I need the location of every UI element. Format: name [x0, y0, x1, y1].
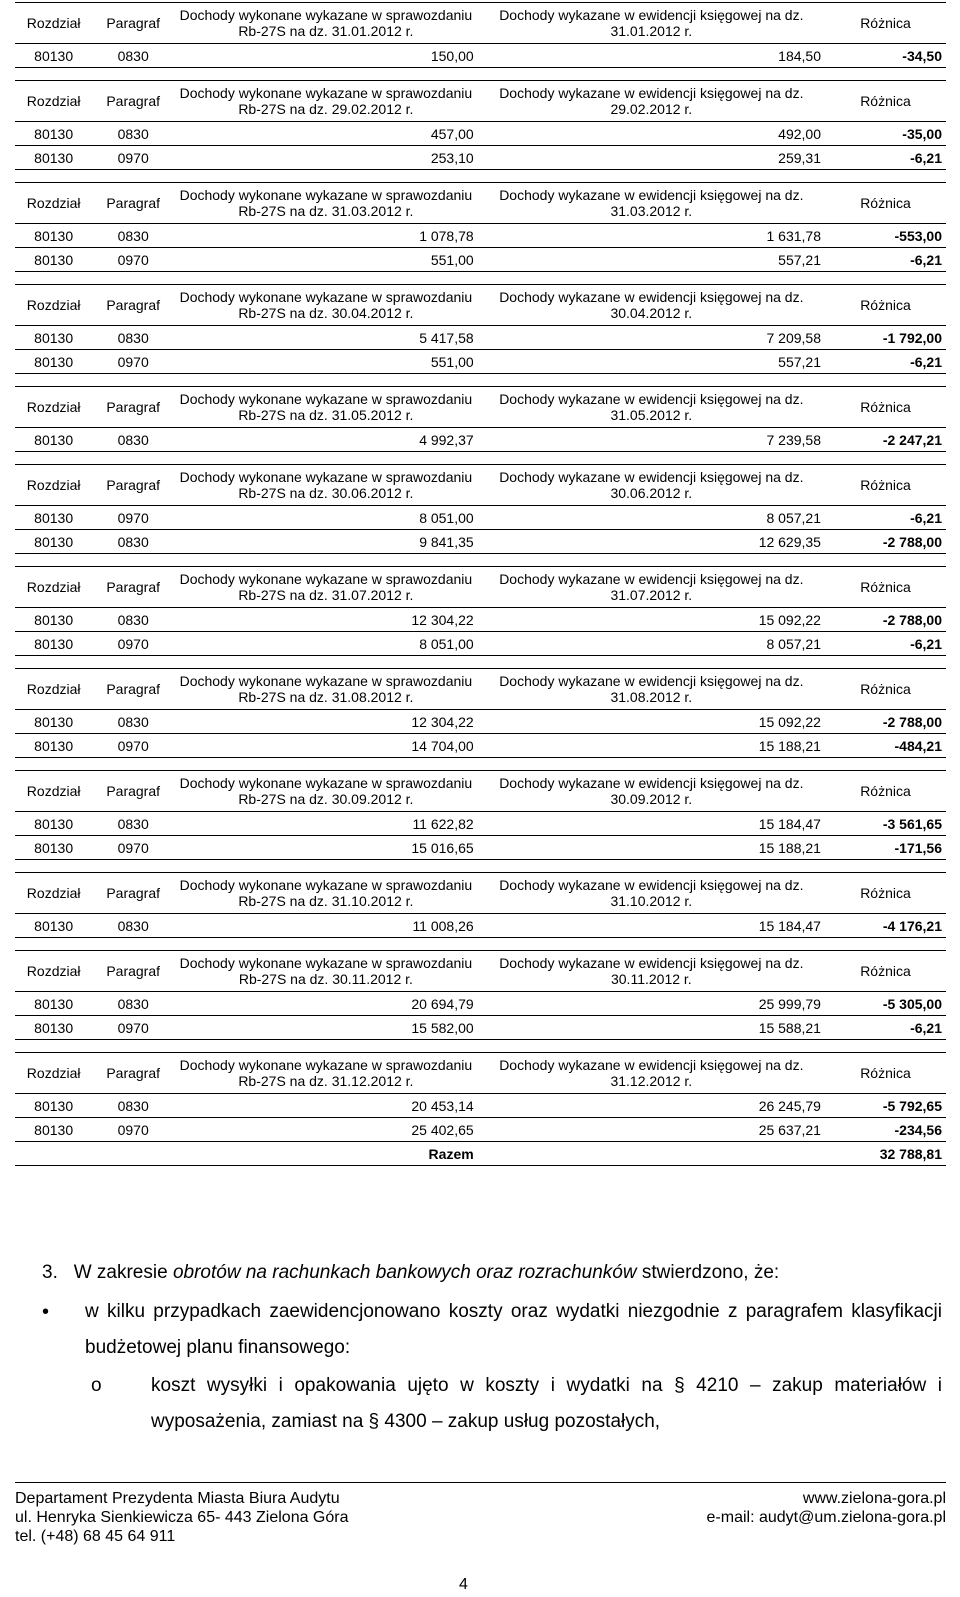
cell-roznica: -5 792,65 [825, 1094, 946, 1118]
cell-rozdzial: 80130 [15, 710, 92, 734]
table-row [15, 608, 946, 632]
header-roznica: Różnica [825, 567, 946, 608]
table-header-row [15, 81, 946, 122]
cell-roznica: -2 247,21 [825, 428, 946, 452]
cell-rozdzial: 80130 [15, 608, 92, 632]
cell-paragraf: 0970 [92, 836, 174, 860]
cell-roznica: -6,21 [825, 506, 946, 530]
table-row [15, 1016, 946, 1040]
header-rb27s: Dochody wykonane wykazane w sprawozdaniu Rb-27S na dz. 31.03.2012 r. [174, 183, 478, 224]
table-row [15, 122, 946, 146]
bullet-icon: • [42, 1301, 50, 1323]
table-row [15, 530, 946, 554]
cell-rozdzial: 80130 [15, 122, 92, 146]
section-3-heading [42, 1255, 942, 1291]
cell-roznica: -6,21 [825, 248, 946, 272]
header-rb27s: Dochody wykonane wykazane w sprawozdaniu Rb-27S na dz. 30.06.2012 r. [174, 465, 478, 506]
revenue-table [15, 80, 946, 170]
header-ewidencja: Dochody wykazane w ewidencji księgowej na dz. 29.02.2012 r. [478, 81, 825, 122]
header-rozdzial: Rozdział [15, 951, 92, 992]
header-rb27s: Dochody wykonane wykazane w sprawozdaniu Rb-27S na dz. 29.02.2012 r. [174, 81, 478, 122]
header-ewidencja: Dochody wykazane w ewidencji księgowej na dz. 31.10.2012 r. [478, 873, 825, 914]
cell-ewidencja: 15 184,47 [478, 914, 825, 938]
cell-rozdzial: 80130 [15, 836, 92, 860]
header-rozdzial: Rozdział [15, 771, 92, 812]
cell-rb27s: 11 008,26 [174, 914, 478, 938]
cell-rozdzial: 80130 [15, 812, 92, 836]
cell-roznica: -6,21 [825, 1016, 946, 1040]
cell-paragraf: 0970 [92, 632, 174, 656]
header-paragraf: Paragraf [92, 1053, 174, 1094]
revenue-table [15, 464, 946, 554]
cell-rozdzial: 80130 [15, 1118, 92, 1142]
section-number: 3. [42, 1262, 58, 1283]
cell-ewidencja: 8 057,21 [478, 632, 825, 656]
cell-ewidencja: 15 588,21 [478, 1016, 825, 1040]
cell-paragraf: 0830 [92, 530, 174, 554]
cell-ewidencja: 7 239,58 [478, 428, 825, 452]
table-header-row [15, 951, 946, 992]
page-footer [15, 1482, 946, 1546]
cell-ewidencja: 25 999,79 [478, 992, 825, 1016]
table-header-row [15, 285, 946, 326]
total-value: 32 788,81 [825, 1142, 946, 1166]
cell-rb27s: 1 078,78 [174, 224, 478, 248]
cell-ewidencja: 7 209,58 [478, 326, 825, 350]
header-rb27s: Dochody wykonane wykazane w sprawozdaniu Rb-27S na dz. 31.08.2012 r. [174, 669, 478, 710]
table-header-row [15, 3, 946, 44]
cell-paragraf: 0970 [92, 146, 174, 170]
cell-roznica: -484,21 [825, 734, 946, 758]
cell-paragraf: 0830 [92, 1094, 174, 1118]
table-row [15, 146, 946, 170]
cell-ewidencja: 557,21 [478, 350, 825, 374]
cell-rozdzial: 80130 [15, 992, 92, 1016]
revenue-table [15, 872, 946, 938]
cell-rozdzial: 80130 [15, 734, 92, 758]
revenue-table [15, 566, 946, 656]
footer-address: ul. Henryka Sienkiewicza 65- 443 Zielona Góra [15, 1509, 349, 1526]
cell-paragraf: 0830 [92, 914, 174, 938]
cell-rozdzial: 80130 [15, 914, 92, 938]
audit-tables [15, 2, 946, 1178]
cell-rb27s: 8 051,00 [174, 632, 478, 656]
header-ewidencja: Dochody wykazane w ewidencji księgowej na dz. 31.07.2012 r. [478, 567, 825, 608]
revenue-table [15, 950, 946, 1040]
cell-rb27s: 551,00 [174, 248, 478, 272]
cell-paragraf: 0970 [92, 506, 174, 530]
cell-ewidencja: 12 629,35 [478, 530, 825, 554]
table-header-row [15, 387, 946, 428]
header-rozdzial: Rozdział [15, 81, 92, 122]
cell-rozdzial: 80130 [15, 632, 92, 656]
cell-rb27s: 5 417,58 [174, 326, 478, 350]
cell-paragraf: 0830 [92, 44, 174, 68]
intro-italic: obrotów na rachunkach bankowych oraz rozrachunków [172, 1262, 637, 1283]
cell-rb27s: 9 841,35 [174, 530, 478, 554]
cell-rb27s: 457,00 [174, 122, 478, 146]
cell-roznica: -6,21 [825, 350, 946, 374]
table-row [15, 1118, 946, 1142]
cell-roznica: -6,21 [825, 632, 946, 656]
header-ewidencja: Dochody wykazane w ewidencji księgowej na dz. 31.05.2012 r. [478, 387, 825, 428]
header-roznica: Różnica [825, 3, 946, 44]
cell-rb27s: 14 704,00 [174, 734, 478, 758]
cell-rozdzial: 80130 [15, 1094, 92, 1118]
cell-rozdzial: 80130 [15, 350, 92, 374]
cell-rozdzial: 80130 [15, 428, 92, 452]
revenue-table [15, 770, 946, 860]
cell-ewidencja: 26 245,79 [478, 1094, 825, 1118]
cell-paragraf: 0830 [92, 122, 174, 146]
header-rb27s: Dochody wykonane wykazane w sprawozdaniu Rb-27S na dz. 31.10.2012 r. [174, 873, 478, 914]
table-row [15, 428, 946, 452]
header-rozdzial: Rozdział [15, 669, 92, 710]
table-row [15, 836, 946, 860]
header-roznica: Różnica [825, 465, 946, 506]
header-ewidencja: Dochody wykazane w ewidencji księgowej na dz. 31.03.2012 r. [478, 183, 825, 224]
cell-paragraf: 0970 [92, 248, 174, 272]
cell-roznica: -2 788,00 [825, 608, 946, 632]
header-paragraf: Paragraf [92, 285, 174, 326]
section-3 [42, 1255, 942, 1440]
cell-rozdzial: 80130 [15, 146, 92, 170]
table-row [15, 914, 946, 938]
bullet-text: w kilku przypadkach zaewidencjonowano koszty oraz wydatki niezgodnie z paragrafem klasyfikacji budżetowej planu finansowego: [85, 1301, 942, 1358]
cell-rozdzial: 80130 [15, 224, 92, 248]
cell-paragraf: 0830 [92, 428, 174, 452]
header-roznica: Różnica [825, 183, 946, 224]
table-row [15, 506, 946, 530]
table-header-row [15, 1053, 946, 1094]
header-ewidencja: Dochody wykazane w ewidencji księgowej na dz. 30.04.2012 r. [478, 285, 825, 326]
cell-rb27s: 551,00 [174, 350, 478, 374]
footer-website[interactable]: www.zielona-gora.pl [802, 1490, 946, 1507]
header-roznica: Różnica [825, 669, 946, 710]
cell-rb27s: 12 304,22 [174, 608, 478, 632]
header-roznica: Różnica [825, 81, 946, 122]
header-roznica: Różnica [825, 873, 946, 914]
table-row [15, 632, 946, 656]
header-rb27s: Dochody wykonane wykazane w sprawozdaniu Rb-27S na dz. 31.07.2012 r. [174, 567, 478, 608]
cell-roznica: -5 305,00 [825, 992, 946, 1016]
table-row [15, 350, 946, 374]
cell-paragraf: 0970 [92, 350, 174, 374]
cell-rozdzial: 80130 [15, 530, 92, 554]
cell-rb27s: 253,10 [174, 146, 478, 170]
header-roznica: Różnica [825, 285, 946, 326]
cell-paragraf: 0830 [92, 992, 174, 1016]
total-label: Razem [15, 1142, 478, 1166]
header-ewidencja: Dochody wykazane w ewidencji księgowej na dz. 31.01.2012 r. [478, 3, 825, 44]
header-paragraf: Paragraf [92, 387, 174, 428]
table-header-row [15, 183, 946, 224]
table-row [15, 734, 946, 758]
cell-ewidencja: 557,21 [478, 248, 825, 272]
header-roznica: Różnica [825, 387, 946, 428]
header-ewidencja: Dochody wykazane w ewidencji księgowej na dz. 31.12.2012 r. [478, 1053, 825, 1094]
table-row [15, 710, 946, 734]
header-roznica: Różnica [825, 771, 946, 812]
table-row [15, 992, 946, 1016]
header-paragraf: Paragraf [92, 81, 174, 122]
header-rozdzial: Rozdział [15, 183, 92, 224]
table-header-row [15, 873, 946, 914]
cell-rb27s: 12 304,22 [174, 710, 478, 734]
cell-rb27s: 8 051,00 [174, 506, 478, 530]
cell-ewidencja: 8 057,21 [478, 506, 825, 530]
bullet-item [42, 1294, 942, 1366]
revenue-table [15, 182, 946, 272]
header-ewidencja: Dochody wykazane w ewidencji księgowej na dz. 30.11.2012 r. [478, 951, 825, 992]
revenue-table [15, 386, 946, 452]
header-paragraf: Paragraf [92, 465, 174, 506]
cell-paragraf: 0830 [92, 224, 174, 248]
header-paragraf: Paragraf [92, 183, 174, 224]
header-ewidencja: Dochody wykazane w ewidencji księgowej na dz. 31.08.2012 r. [478, 669, 825, 710]
header-rozdzial: Rozdział [15, 285, 92, 326]
header-paragraf: Paragraf [92, 771, 174, 812]
revenue-table [15, 1052, 946, 1166]
cell-roznica: -553,00 [825, 224, 946, 248]
page-number: 4 [459, 1576, 468, 1593]
cell-rb27s: 20 694,79 [174, 992, 478, 1016]
cell-paragraf: 0970 [92, 1118, 174, 1142]
intro-suffix: stwierdzono, że: [641, 1262, 780, 1283]
cell-ewidencja: 184,50 [478, 44, 825, 68]
revenue-table [15, 668, 946, 758]
cell-roznica: -1 792,00 [825, 326, 946, 350]
header-paragraf: Paragraf [92, 3, 174, 44]
cell-roznica: -3 561,65 [825, 812, 946, 836]
header-ewidencja: Dochody wykazane w ewidencji księgowej na dz. 30.09.2012 r. [478, 771, 825, 812]
header-rozdzial: Rozdział [15, 465, 92, 506]
cell-roznica: -2 788,00 [825, 530, 946, 554]
cell-paragraf: 0830 [92, 710, 174, 734]
total-row [15, 1142, 946, 1166]
header-rb27s: Dochody wykonane wykazane w sprawozdaniu Rb-27S na dz. 30.04.2012 r. [174, 285, 478, 326]
cell-ewidencja: 492,00 [478, 122, 825, 146]
cell-rozdzial: 80130 [15, 248, 92, 272]
footer-phone: tel. (+48) 68 45 64 911 [15, 1528, 176, 1545]
intro-prefix: W zakresie [73, 1262, 168, 1283]
sub-item-text: koszt wysyłki i opakowania ujęto w koszty i wydatki na § 4210 – zakup materiałów i wyposażenia, zamiast na § 4300 – zakup usług pozostałych, [151, 1375, 942, 1432]
table-header-row [15, 771, 946, 812]
cell-paragraf: 0830 [92, 608, 174, 632]
cell-rb27s: 11 622,82 [174, 812, 478, 836]
table-row [15, 248, 946, 272]
cell-ewidencja: 15 188,21 [478, 734, 825, 758]
cell-rb27s: 20 453,14 [174, 1094, 478, 1118]
header-rozdzial: Rozdział [15, 1053, 92, 1094]
cell-ewidencja: 15 092,22 [478, 710, 825, 734]
header-rb27s: Dochody wykonane wykazane w sprawozdaniu Rb-27S na dz. 31.05.2012 r. [174, 387, 478, 428]
cell-rb27s: 25 402,65 [174, 1118, 478, 1142]
cell-roznica: -6,21 [825, 146, 946, 170]
header-rb27s: Dochody wykonane wykazane w sprawozdaniu Rb-27S na dz. 30.09.2012 r. [174, 771, 478, 812]
table-row [15, 44, 946, 68]
sub-item [83, 1368, 942, 1440]
table-row [15, 812, 946, 836]
header-rozdzial: Rozdział [15, 873, 92, 914]
cell-roznica: -34,50 [825, 44, 946, 68]
cell-ewidencja: 15 188,21 [478, 836, 825, 860]
header-paragraf: Paragraf [92, 951, 174, 992]
table-row [15, 326, 946, 350]
footer-email[interactable]: e-mail: audyt@um.zielona-gora.pl [706, 1509, 946, 1526]
header-rozdzial: Rozdział [15, 387, 92, 428]
table-row [15, 1094, 946, 1118]
table-header-row [15, 669, 946, 710]
cell-roznica: -2 788,00 [825, 710, 946, 734]
cell-paragraf: 0970 [92, 734, 174, 758]
header-roznica: Różnica [825, 951, 946, 992]
header-paragraf: Paragraf [92, 873, 174, 914]
header-rb27s: Dochody wykonane wykazane w sprawozdaniu Rb-27S na dz. 31.01.2012 r. [174, 3, 478, 44]
header-paragraf: Paragraf [92, 567, 174, 608]
cell-paragraf: 0970 [92, 1016, 174, 1040]
cell-ewidencja: 15 092,22 [478, 608, 825, 632]
footer-org: Departament Prezydenta Miasta Biura Audytu [15, 1490, 340, 1507]
cell-rb27s: 15 016,65 [174, 836, 478, 860]
cell-rozdzial: 80130 [15, 1016, 92, 1040]
cell-roznica: -35,00 [825, 122, 946, 146]
table-row [15, 224, 946, 248]
header-rb27s: Dochody wykonane wykazane w sprawozdaniu Rb-27S na dz. 31.12.2012 r. [174, 1053, 478, 1094]
cell-paragraf: 0830 [92, 812, 174, 836]
table-header-row [15, 567, 946, 608]
sub-bullet-icon: o [91, 1375, 102, 1396]
header-rozdzial: Rozdział [15, 3, 92, 44]
header-rozdzial: Rozdział [15, 567, 92, 608]
revenue-table [15, 2, 946, 68]
cell-rozdzial: 80130 [15, 326, 92, 350]
cell-paragraf: 0830 [92, 326, 174, 350]
cell-rb27s: 4 992,37 [174, 428, 478, 452]
cell-rozdzial: 80130 [15, 44, 92, 68]
header-paragraf: Paragraf [92, 669, 174, 710]
revenue-table [15, 284, 946, 374]
header-roznica: Różnica [825, 1053, 946, 1094]
header-ewidencja: Dochody wykazane w ewidencji księgowej na dz. 30.06.2012 r. [478, 465, 825, 506]
cell-ewidencja: 25 637,21 [478, 1118, 825, 1142]
cell-rb27s: 150,00 [174, 44, 478, 68]
cell-roznica: -4 176,21 [825, 914, 946, 938]
cell-ewidencja: 259,31 [478, 146, 825, 170]
cell-roznica: -171,56 [825, 836, 946, 860]
header-rb27s: Dochody wykonane wykazane w sprawozdaniu Rb-27S na dz. 30.11.2012 r. [174, 951, 478, 992]
cell-roznica: -234,56 [825, 1118, 946, 1142]
cell-ewidencja: 1 631,78 [478, 224, 825, 248]
cell-rozdzial: 80130 [15, 506, 92, 530]
cell-rb27s: 15 582,00 [174, 1016, 478, 1040]
table-header-row [15, 465, 946, 506]
cell-ewidencja: 15 184,47 [478, 812, 825, 836]
